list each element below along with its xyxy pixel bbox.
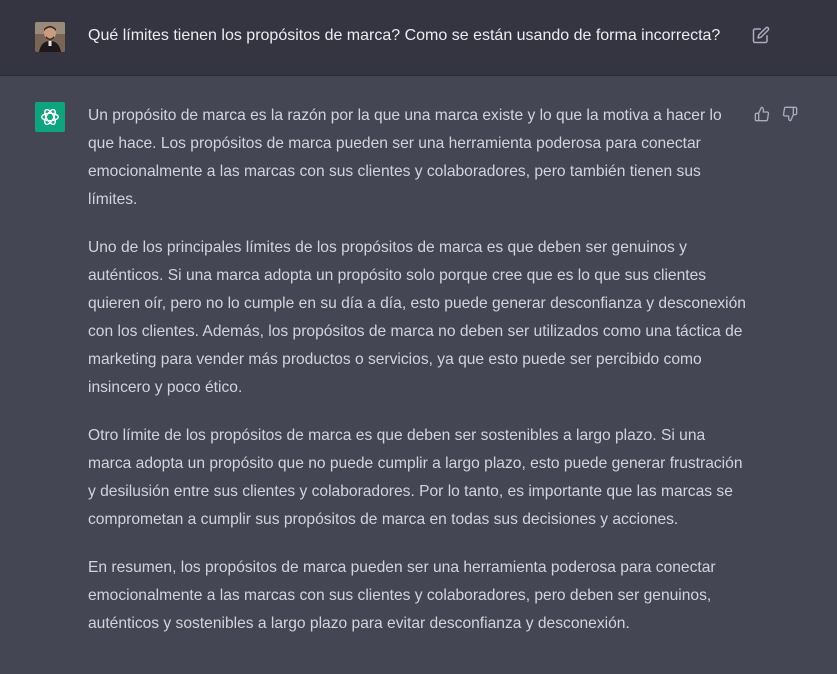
user-message-row bbox=[0, 0, 837, 76]
user-avatar bbox=[35, 22, 65, 52]
answer-paragraph: Un propósito de marca es la razón por la que una marca existe y lo que la motiva a hacer lo que hace. Los propósitos de marca pueden ser una herramienta poderosa para conectar emocionalmente a las marcas con sus clientes y colaboradores, pero también tienen sus límites. bbox=[88, 107, 722, 208]
user-message-text: Qué límites tienen los propósitos de marca? Como se están usando de forma incorrecta? bbox=[88, 27, 721, 44]
edit-icon[interactable] bbox=[752, 26, 770, 44]
answer-paragraph: Otro límite de los propósitos de marca es que deben ser sostenibles a largo plazo. Si una marca adopta un propósito que no puede cumplir a largo plazo, esto puede generar frustración y desilusión entre sus clientes y colaboradores. Por lo tanto, es importante que las marcas se comprometan a cumplir sus propósitos de marca en todas sus decisiones y acciones. bbox=[88, 427, 743, 528]
assistant-message-row bbox=[0, 76, 837, 674]
answer-paragraph: Uno de los principales límites de los propósitos de marca es que deben ser genuinos y auténticos. Si una marca adopta un propósito solo porque cree que es lo que sus clientes quieren oír, pero no lo cumple en su día a día, esto puede generar desconfianza y desconexión con los clientes. Además, los propósitos de marca no deben ser utilizados como una táctica de marketing para vender más productos o servicios, ya que esto puede ser percibido como insincero y poco ético. bbox=[88, 239, 746, 396]
assistant-message-text bbox=[88, 102, 748, 658]
thumbs-up-icon[interactable] bbox=[754, 106, 770, 122]
answer-paragraph: En resumen, los propósitos de marca pueden ser una herramienta poderosa para conectar emocionalmente a las marcas con sus clientes y colaboradores, pero deben ser genuinos, auténticos y sostenibles a largo plazo para evitar desconfianza y desconexión. bbox=[88, 559, 716, 632]
openai-logo-icon bbox=[35, 102, 65, 132]
thumbs-down-icon[interactable] bbox=[782, 106, 798, 122]
